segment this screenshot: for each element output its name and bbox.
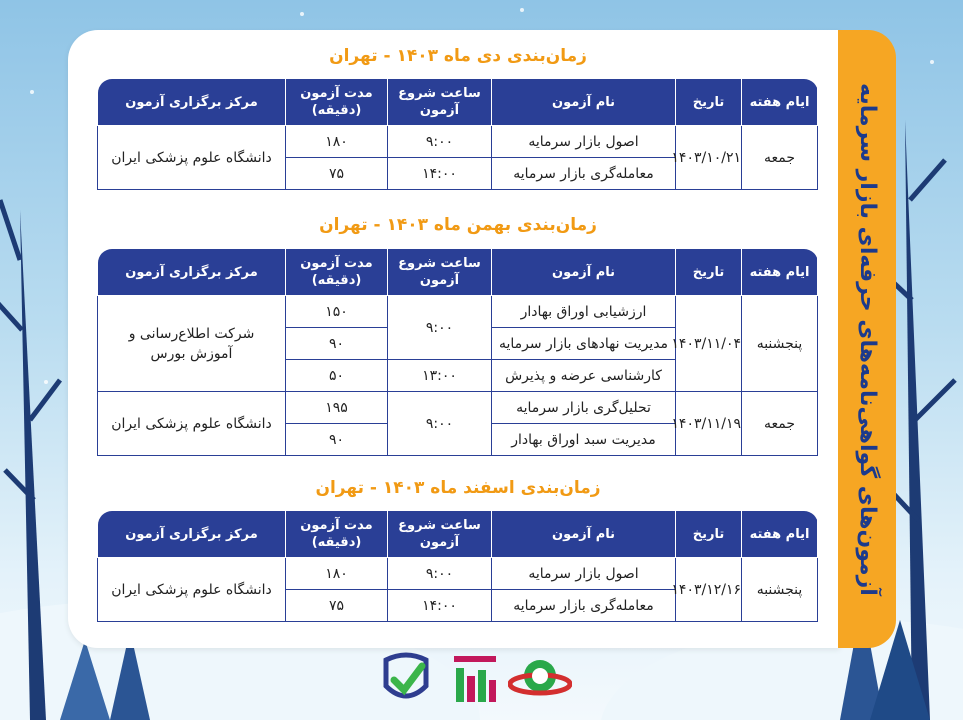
header-center: مرکز برگزاری آزمون bbox=[98, 79, 286, 126]
cell-start: ۹:۰۰ bbox=[388, 126, 492, 158]
snowflake-icon bbox=[520, 8, 524, 12]
cell-exam: ارزشیابی اوراق بهادار bbox=[492, 296, 676, 328]
cell-date: ۱۴۰۳/۱۱/۰۴ bbox=[676, 296, 742, 392]
cell-exam: تحلیل‌گری بازار سرمایه bbox=[492, 392, 676, 424]
cell-exam: کارشناسی عرضه و پذیرش bbox=[492, 360, 676, 392]
header-center: مرکز برگزاری آزمون bbox=[98, 249, 286, 296]
section-title-esfand: زمان‌بندی اسفند ماه ۱۴۰۳ - تهران bbox=[315, 478, 601, 498]
cell-exam: مدیریت سبد اوراق بهادار bbox=[492, 424, 676, 456]
header-duration: مدت آزمون (دقیقه) bbox=[286, 249, 388, 296]
cell-start: ۹:۰۰ bbox=[388, 558, 492, 590]
header-start: ساعت شروع آزمون bbox=[388, 249, 492, 296]
header-date: تاریخ bbox=[676, 511, 742, 558]
schedule-table-bahman bbox=[97, 248, 818, 456]
header-exam: نام آزمون bbox=[492, 511, 676, 558]
cell-date: ۱۴۰۳/۱۰/۲۱ bbox=[676, 126, 742, 190]
snowflake-icon bbox=[300, 12, 304, 16]
cell-duration: ۹۰ bbox=[286, 328, 388, 360]
header-duration: مدت آزمون (دقیقه) bbox=[286, 79, 388, 126]
globe-orbit-logo-icon bbox=[508, 652, 572, 708]
cell-day: پنجشنبه bbox=[742, 296, 818, 392]
header-day: ایام هفته bbox=[742, 249, 818, 296]
cell-duration: ۱۵۰ bbox=[286, 296, 388, 328]
table-header-row bbox=[98, 249, 818, 296]
cell-day: جمعه bbox=[742, 392, 818, 456]
cell-center: دانشگاه علوم پزشکی ایران bbox=[98, 392, 286, 456]
cell-day: جمعه bbox=[742, 126, 818, 190]
cell-exam: مدیریت نهادهای بازار سرمایه bbox=[492, 328, 676, 360]
cell-date: ۱۴۰۳/۱۱/۱۹ bbox=[676, 392, 742, 456]
cell-exam: معامله‌گری بازار سرمایه bbox=[492, 590, 676, 622]
cell-duration: ۱۹۵ bbox=[286, 392, 388, 424]
schedule-table-dey bbox=[97, 78, 818, 190]
cell-start: ۹:۰۰ bbox=[388, 392, 492, 456]
section-title-dey: زمان‌بندی دی ماه ۱۴۰۳ - تهران bbox=[329, 46, 587, 66]
section-title-bahman: زمان‌بندی بهمن ماه ۱۴۰۳ - تهران bbox=[319, 215, 597, 235]
schedule-table-esfand bbox=[97, 510, 818, 622]
cell-start: ۱۳:۰۰ bbox=[388, 360, 492, 392]
cell-start: ۱۴:۰۰ bbox=[388, 590, 492, 622]
cell-duration: ۹۰ bbox=[286, 424, 388, 456]
snowflake-icon bbox=[30, 90, 34, 94]
cell-exam: اصول بازار سرمایه bbox=[492, 126, 676, 158]
header-duration: مدت آزمون (دقیقه) bbox=[286, 511, 388, 558]
cell-duration: ۵۰ bbox=[286, 360, 388, 392]
header-start: ساعت شروع آزمون bbox=[388, 511, 492, 558]
snowflake-icon bbox=[930, 60, 934, 64]
table-row bbox=[98, 558, 818, 590]
cell-date: ۱۴۰۳/۱۲/۱۶ bbox=[676, 558, 742, 622]
cell-day: پنجشنبه bbox=[742, 558, 818, 622]
side-title: آزمون‌های گواهی‌نامه‌های حرفه‌ای بازار سرمایه bbox=[854, 82, 880, 596]
header-center: مرکز برگزاری آزمون bbox=[98, 511, 286, 558]
header-day: ایام هفته bbox=[742, 511, 818, 558]
cell-duration: ۱۸۰ bbox=[286, 558, 388, 590]
header-date: تاریخ bbox=[676, 79, 742, 126]
cell-duration: ۷۵ bbox=[286, 590, 388, 622]
header-day: ایام هفته bbox=[742, 79, 818, 126]
header-exam: نام آزمون bbox=[492, 249, 676, 296]
cell-center: دانشگاه علوم پزشکی ایران bbox=[98, 558, 286, 622]
bar-chart-logo-icon bbox=[452, 652, 498, 708]
table-header-row bbox=[98, 79, 818, 126]
table-row bbox=[98, 392, 818, 424]
checkmark-badge-logo-icon bbox=[376, 652, 436, 708]
table-row bbox=[98, 296, 818, 328]
cell-duration: ۷۵ bbox=[286, 158, 388, 190]
header-exam: نام آزمون bbox=[492, 79, 676, 126]
cell-exam: معامله‌گری بازار سرمایه bbox=[492, 158, 676, 190]
table-header-row bbox=[98, 511, 818, 558]
side-title-wrap bbox=[838, 30, 896, 648]
header-start: ساعت شروع آزمون bbox=[388, 79, 492, 126]
snowflake-icon bbox=[44, 380, 48, 384]
cell-center: دانشگاه علوم پزشکی ایران bbox=[98, 126, 286, 190]
cell-duration: ۱۸۰ bbox=[286, 126, 388, 158]
cell-exam: اصول بازار سرمایه bbox=[492, 558, 676, 590]
cell-start: ۹:۰۰ bbox=[388, 296, 492, 360]
header-date: تاریخ bbox=[676, 249, 742, 296]
cell-start: ۱۴:۰۰ bbox=[388, 158, 492, 190]
cell-center: شرکت اطلاع‌رسانی و آموزش بورس bbox=[98, 296, 286, 392]
table-row bbox=[98, 126, 818, 158]
